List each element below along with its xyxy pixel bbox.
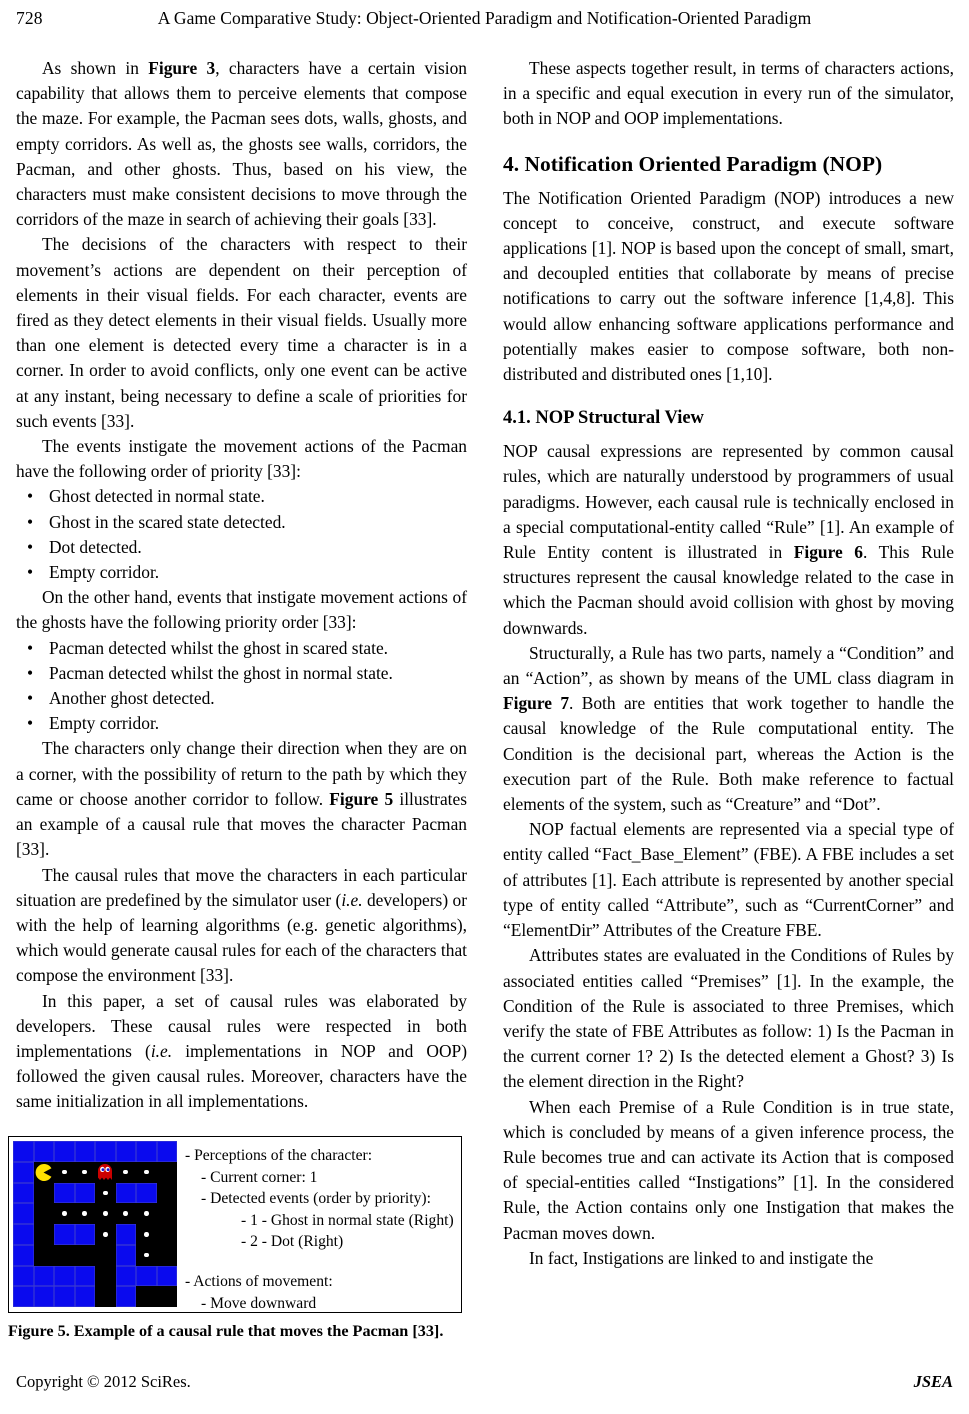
- annotation-perceptions-label: - Perceptions of the character:: [185, 1147, 373, 1164]
- annotation-event-1: - 1 - Ghost in normal state (Right): [241, 1211, 454, 1229]
- paragraph-causal-rules: [16, 863, 467, 989]
- maze-cell-corridor: [95, 1266, 116, 1287]
- pacman-maze-grid: [13, 1141, 177, 1307]
- dot-icon: [123, 1170, 128, 1175]
- annotation-detected-events-label: - Detected events (order by priority):: [201, 1190, 431, 1208]
- para-text: Structurally, a Rule has two parts, namely a “Condition” and an “Action”, as shown by means of the UML class diagram in: [503, 642, 954, 689]
- maze-cell-wall: [116, 1141, 137, 1162]
- paragraph-in-fact: In fact, Instigations are linked to and instigate the: [529, 1247, 874, 1268]
- pacman-icon: [35, 1164, 52, 1181]
- figure-caption-text: Figure 5. Example of a causal rule that moves the Pacman: [8, 1322, 409, 1340]
- list-item-label: Empty corridor.: [49, 713, 160, 734]
- maze-cell-wall: [54, 1266, 75, 1287]
- paragraph-direction-change: [16, 736, 467, 862]
- paragraph-instigations: When each Premise of a Rule Condition is in true state, which is concluded by means of a given inference process, the Rule becomes true and can activate its Action that is composed of special-entities called “Instigations” [1]. In the considered Rule, the Action contains only one Instigation that makes the Pacman moves down.: [503, 1096, 954, 1243]
- dot-icon: [144, 1170, 149, 1175]
- maze-cell-corridor: [157, 1203, 178, 1224]
- maze-cell-corridor: [157, 1224, 178, 1245]
- ghost-priority-list: [16, 636, 467, 737]
- figure-5-caption: [8, 1321, 462, 1342]
- bullet-icon: •: [27, 486, 34, 507]
- para-text: The characters only change their direction when they are on a corner, with the possibility of return to the path by which they came or choose another corridor to follow.: [16, 738, 467, 809]
- list-item-label: Another ghost detected.: [49, 688, 215, 709]
- dot-icon: [103, 1211, 108, 1216]
- maze-cell-wall: [54, 1286, 75, 1307]
- list-item: [16, 560, 467, 585]
- section-heading-nop: 4. Notification Oriented Paradigm (NOP): [503, 151, 883, 176]
- page-number: 728: [16, 8, 43, 28]
- para-text: implementations in NOP and OOP) followed the given causal rules. Moreover, characters have the same initialization in all implementations.: [16, 1040, 467, 1112]
- dot-icon: [62, 1211, 67, 1216]
- paragraph-ghost-priority-intro: On the other hand, events that instigate movement actions of the ghosts have the following priority order [33]:: [16, 587, 467, 633]
- maze-cell-dot: [136, 1224, 157, 1245]
- maze-cell-ghost: [95, 1162, 116, 1183]
- para-text: . This Rule structures represent the causal knowledge related to the case in which the Pacman should avoid collision with ghost by moving downwards.: [503, 542, 954, 638]
- maze-cell-wall: [95, 1141, 116, 1162]
- para-text: As shown in: [42, 58, 149, 78]
- maze-cell-dot: [54, 1203, 75, 1224]
- paragraph-fbe: NOP factual elements are represented via a special type of entity called “Fact_Base_Element” (FBE). A FBE includes a set of attributes [1]. Each attribute is represented by another special type of entity called “Attribute”, such as “CurrentCorner” and “ElementDir” Attributes of the Creature FBE.: [503, 819, 954, 941]
- maze-cell-wall: [75, 1224, 96, 1245]
- list-item: [16, 686, 467, 711]
- maze-cell-dot: [136, 1162, 157, 1183]
- running-title: A Game Comparative Study: Object-Oriented Paradigm and Notification-Oriented Paradigm: [157, 8, 812, 28]
- list-item: [16, 484, 467, 509]
- para-text: , characters have a certain vision capability that allows them to perceive elements that compose the maze. For example, the Pacman sees dots, walls, ghosts, and empty corridors. As well as, the ghosts see walls, corridors, the Pacman, and other ghosts. Thus, based on his view, the characters must make consistent decisions to move through the corridors of the maze in search of achieving their goals [33].: [16, 58, 467, 230]
- paragraph-nop-intro: The Notification Oriented Paradigm (NOP) introduces a new concept to conceive, construct, and execute software applications [1]. NOP is based upon the concept of small, smart, and decoupled entities that collaborate by means of precise notifications to carry out the software inference [1,4,8]. This would allow enhancing software applications performance and potentially makes easier to compose software, both non-distributed and distributed ones [1,10].: [503, 187, 954, 385]
- maze-cell-corridor: [34, 1183, 55, 1204]
- maze-cell-wall: [34, 1141, 55, 1162]
- list-item: [16, 636, 467, 661]
- paragraph-rule-structure: [503, 641, 954, 817]
- figure3-reference: Figure 3: [148, 58, 216, 78]
- maze-cell-dot: [95, 1224, 116, 1245]
- paragraph-decisions: The decisions of the characters with respect to their movement’s actions are dependent on their perception of elements in their visual fields. For each character, events are fired as they detect elements in their visual fields. Usually more than one element is detected every time a character is in a corner. In order to avoid conflicts, only one event can be active at any instant, being necessary to define a scale of priorities for such events [33].: [16, 234, 467, 431]
- bullet-icon: •: [27, 511, 34, 532]
- list-item-label: Ghost in the scared state detected.: [49, 511, 286, 532]
- para-text: NOP causal expressions are represented by common causal rules, which are naturally understood by programmers of usual paradigms. However, each causal rule is technically enclosed in a special computational-entity called “Rule” [1]. An example of Rule Entity content is illustrated in: [503, 441, 954, 563]
- figure6-reference: Figure 6: [793, 542, 863, 563]
- paragraph-this-paper: [16, 989, 467, 1115]
- list-item-label: Dot detected.: [49, 536, 142, 557]
- copyright-notice: Copyright © 2012 SciRes.: [16, 1372, 191, 1391]
- maze-cell-corridor: [157, 1286, 178, 1307]
- subsection-heading-structural-view: 4.1. NOP Structural View: [503, 408, 704, 429]
- paragraph-pacman-priority-intro: The events instigate the movement actions of the Pacman have the following order of priority [33]:: [16, 436, 467, 482]
- maze-cell-wall: [75, 1141, 96, 1162]
- dot-icon: [144, 1232, 149, 1237]
- dot-icon: [82, 1211, 87, 1216]
- maze-cell-wall: [13, 1266, 34, 1287]
- list-item-label: Ghost detected in normal state.: [49, 486, 265, 507]
- paragraph-figure3: [16, 56, 467, 232]
- bullet-icon: •: [27, 713, 34, 734]
- maze-cell-wall: [157, 1141, 178, 1162]
- maze-cell-corridor: [54, 1245, 75, 1266]
- maze-cell-wall: [75, 1183, 96, 1204]
- maze-cell-dot: [95, 1203, 116, 1224]
- ghost-icon: [97, 1164, 113, 1181]
- maze-cell-wall: [54, 1224, 75, 1245]
- annotation-spacer: [185, 1253, 457, 1271]
- figure-5: [8, 1136, 462, 1342]
- figure7-reference: Figure 7: [503, 693, 570, 714]
- figure-5-box: [8, 1136, 462, 1313]
- para-text: developers) or with the help of learning algorithms (e.g. genetic algorithms), which would generate causal rules for each of the characters that compose the environment [33].: [16, 889, 467, 986]
- maze-cell-wall: [136, 1183, 157, 1204]
- maze-cell-dot: [95, 1183, 116, 1204]
- maze-cell-corridor: [157, 1245, 178, 1266]
- maze-cell-wall: [116, 1183, 137, 1204]
- dot-icon: [103, 1232, 108, 1237]
- maze-cell-wall: [34, 1266, 55, 1287]
- ie-italic: i.e.: [150, 1040, 173, 1061]
- maze-cell-wall: [54, 1141, 75, 1162]
- list-item: [16, 535, 467, 560]
- bullet-icon: •: [27, 536, 34, 557]
- bullet-icon: •: [27, 562, 34, 583]
- maze-cell-corridor: [95, 1286, 116, 1307]
- maze-cell-wall: [13, 1162, 34, 1183]
- annotation-action-1: - Move downward: [201, 1294, 317, 1312]
- maze-cell-dot: [75, 1162, 96, 1183]
- annotation-event-2: - 2 - Dot (Right): [241, 1233, 344, 1251]
- bullet-icon: •: [27, 637, 34, 658]
- dot-icon: [62, 1170, 67, 1175]
- list-item-label: Pacman detected whilst the ghost in normal state.: [49, 662, 393, 683]
- pacman-priority-list: [16, 484, 467, 585]
- paragraph-these-aspects: These aspects together result, in terms of characters actions, in a specific and equal execution in every run of the simulator, both in NOP and OOP implementations.: [503, 58, 954, 129]
- annotation-actions-label: - Actions of movement:: [185, 1272, 333, 1290]
- maze-cell-wall: [13, 1286, 34, 1307]
- maze-cell-corridor: [34, 1245, 55, 1266]
- list-item: [16, 510, 467, 535]
- maze-cell-wall: [75, 1266, 96, 1287]
- annotation-current-corner: - Current corner: 1: [201, 1168, 318, 1186]
- maze-cell-wall: [116, 1266, 137, 1287]
- maze-cell-wall: [75, 1286, 96, 1307]
- paragraph-causal-expressions: [503, 439, 954, 641]
- maze-cell-wall: [13, 1183, 34, 1204]
- para-text: The causal rules that move the characters in each particular situation are predefined by the simulator user (: [16, 864, 467, 910]
- maze-cell-wall: [116, 1224, 137, 1245]
- maze-cell-corridor: [157, 1162, 178, 1183]
- maze-cell-wall: [54, 1183, 75, 1204]
- list-item-label: Empty corridor.: [49, 562, 160, 583]
- right-column: [503, 56, 954, 1271]
- maze-cell-pacman: [34, 1162, 55, 1183]
- list-item: [16, 711, 467, 736]
- paragraph-premises: Attributes states are evaluated in the Conditions of Rules by associated entities called “Premises” [1]. In the example, the Condition of the Rule is associated to three Premises, which verify the state of FBE Attributes as follow: 1) Is the Pacman in the current corner 1? 2) Is the detected element a Ghost? 3) Is the element direction in the Right?: [503, 945, 954, 1092]
- maze-cell-dot: [116, 1162, 137, 1183]
- para-text: In this paper, a set of causal rules was elaborated by developers. These causal rules were respected in both implementations (: [16, 990, 467, 1061]
- figure-5-annotations: [185, 1145, 457, 1313]
- maze-cell-dot: [136, 1203, 157, 1224]
- maze-cell-corridor: [95, 1245, 116, 1266]
- para-text: illustrates an example of a causal rule that moves the character Pacman [33].: [16, 788, 467, 860]
- maze-cell-wall: [34, 1286, 55, 1307]
- maze-cell-wall: [13, 1224, 34, 1245]
- running-head: [0, 8, 969, 36]
- maze-cell-wall: [116, 1286, 137, 1307]
- figure5-reference: Figure 5: [329, 788, 394, 809]
- maze-cell-wall: [13, 1141, 34, 1162]
- maze-cell-corridor: [157, 1183, 178, 1204]
- maze-cell-corridor: [136, 1286, 157, 1307]
- maze-cell-dot: [54, 1162, 75, 1183]
- ie-italic: i.e.: [341, 889, 363, 910]
- dot-icon: [103, 1191, 108, 1196]
- maze-cell-corridor: [75, 1245, 96, 1266]
- maze-cell-dot: [116, 1203, 137, 1224]
- maze-cell-corridor: [34, 1224, 55, 1245]
- maze-cell-wall: [136, 1141, 157, 1162]
- bullet-icon: •: [27, 662, 34, 683]
- bullet-icon: •: [27, 688, 34, 709]
- maze-cell-corridor: [34, 1203, 55, 1224]
- maze-cell-wall: [116, 1245, 137, 1266]
- figure-caption-ref: [33].: [412, 1322, 444, 1340]
- journal-abbreviation: JSEA: [913, 1372, 953, 1391]
- dot-icon: [123, 1211, 128, 1216]
- dot-icon: [144, 1253, 149, 1258]
- page-footer: [0, 1372, 969, 1398]
- para-text: . Both are entities that work together to handle the causal knowledge of the Rule computational entity. The Condition is the decisional part, whereas the Action is the execution part of the Rule. Both make reference to factual elements of the system, such as “Creature” and “Dot”.: [503, 693, 954, 815]
- left-column: [16, 56, 467, 1115]
- list-item: [16, 661, 467, 686]
- dot-icon: [144, 1211, 149, 1216]
- maze-cell-wall: [157, 1266, 178, 1287]
- maze-cell-dot: [75, 1203, 96, 1224]
- maze-cell-wall: [13, 1203, 34, 1224]
- maze-cell-dot: [136, 1245, 157, 1266]
- maze-cell-wall: [136, 1266, 157, 1287]
- dot-icon: [82, 1170, 87, 1175]
- maze-cell-wall: [13, 1245, 34, 1266]
- list-item-label: Pacman detected whilst the ghost in scared state.: [49, 637, 389, 658]
